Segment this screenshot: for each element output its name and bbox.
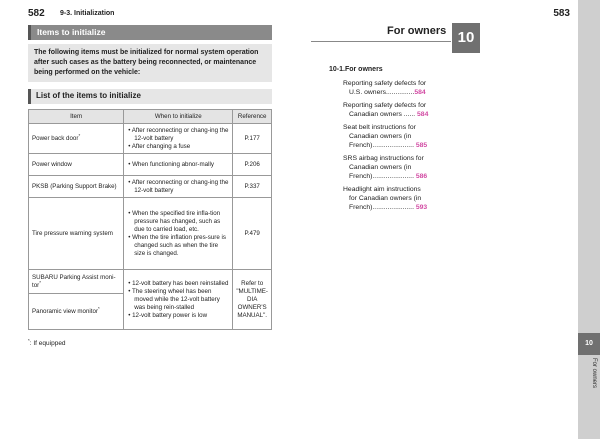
toc-page-link[interactable]: 586 xyxy=(415,173,428,180)
row-when: The steering wheel has been moved while the 12-volt battery was being rein-stalled xyxy=(131,287,220,311)
toc-entry[interactable] xyxy=(343,123,453,150)
toc-list xyxy=(343,79,453,216)
row-item: Power window xyxy=(29,154,124,176)
footnote-mark: * xyxy=(98,305,100,311)
footnote xyxy=(28,337,66,347)
right-page xyxy=(293,0,600,439)
toc-page-link[interactable]: 585 xyxy=(415,142,428,149)
toc-line: SRS airbag instructions for xyxy=(343,155,424,162)
row-when: After changing a fuse xyxy=(131,142,191,150)
row-when: When the specified tire infla-tion pressure has changed, such as due to carried load, etc. xyxy=(132,209,221,233)
toc-line: Reporting safety defects for xyxy=(343,102,427,109)
row-item: PKSB (Parking Support Brake) xyxy=(29,176,124,198)
header-item: Item xyxy=(29,110,124,124)
row-ref: P.337 xyxy=(233,176,272,198)
header-when: When to initialize xyxy=(124,110,233,124)
initialize-table xyxy=(28,109,272,330)
table-row: PKSB (Parking Support Brake) • After reconnecting or chang-ing the 12-volt battery P.337 xyxy=(29,176,272,198)
footnote-mark: * xyxy=(78,132,81,138)
table-row: Power window • When functioning abnor-mally P.206 xyxy=(29,154,272,176)
row-when: 12-volt battery has been reinstalled xyxy=(132,279,229,287)
left-page xyxy=(0,0,293,439)
toc-line: for Canadian owners (in xyxy=(349,195,422,202)
row-item: Panoramic view monitor xyxy=(32,307,99,315)
toc-line: Canadian owners ...... xyxy=(349,111,416,118)
row-when: When the tire inflation pres-sure is changed such as when the tire size is changed. xyxy=(132,233,226,257)
toc-line: French)...................... xyxy=(349,204,414,211)
toc-page-link[interactable]: 584 xyxy=(414,89,426,96)
row-item: Tire pressure warning system xyxy=(29,198,124,270)
row-when: 12-volt battery power is low xyxy=(132,311,208,319)
toc-line: French)...................... xyxy=(349,142,414,149)
intro-text: The following items must be initialized for normal system operation after such cases as the battery being reconnected, or maintenance being performed on the vehicle: xyxy=(28,44,272,82)
table-row: Power back door* • After reconnecting or chang-ing the 12-volt battery • After changing a fuse P.177 xyxy=(29,124,272,154)
toc-line: Seat belt instructions for xyxy=(343,124,416,131)
row-ref: Refer to "MULTIME-DIA OWNER'S MANUAL". xyxy=(233,270,272,330)
toc-line: Canadian owners (in xyxy=(349,133,412,140)
toc-line: U.S. owners............... xyxy=(349,89,415,96)
toc-line: Canadian owners (in xyxy=(349,164,412,171)
chapter-title: For owners xyxy=(387,25,447,37)
toc-entry[interactable] xyxy=(343,154,453,181)
items-to-initialize-title: Items to initialize xyxy=(28,25,272,40)
title-divider xyxy=(311,41,451,42)
toc-entry[interactable] xyxy=(343,101,453,119)
footnote-mark: * xyxy=(39,279,41,285)
table-header-row xyxy=(29,110,272,124)
page-number-right: 583 xyxy=(553,8,570,19)
row-item: SUBARU Parking Assist moni-tor xyxy=(32,273,116,289)
row-when: When functioning abnor-mally xyxy=(132,160,214,168)
toc-line: Headlight aim instructions xyxy=(343,186,421,193)
table-row: SUBARU Parking Assist moni-tor* • 12-volt battery has been reinstalled • The steering wheel has been moved while the 12-volt battery was being rein-stalled • 12-volt battery power is low Refer to "MULTIME-DIA OWNER'S MANUAL". xyxy=(29,270,272,294)
footnote-mark: * xyxy=(28,337,30,343)
toc-page-link[interactable]: 584 xyxy=(417,111,429,118)
toc-line: Reporting safety defects for xyxy=(343,80,427,87)
section-header: 9-3. Initialization xyxy=(60,10,115,17)
chapter-number-badge: 10 xyxy=(452,23,480,53)
toc-entry[interactable] xyxy=(343,185,453,212)
row-ref: P.479 xyxy=(233,198,272,270)
list-title: List of the items to initialize xyxy=(28,89,272,104)
toc-line: French)...................... xyxy=(349,173,414,180)
toc-page-link[interactable]: 593 xyxy=(415,204,428,211)
side-chapter-label: For owners xyxy=(591,358,597,389)
table-row: Tire pressure warning system • When the specified tire infla-tion pressure has changed, such as due to carried load, etc. • When the tire inflation pres-sure is changed such as when the tire size is changed. P.479 xyxy=(29,198,272,270)
toc-entry[interactable] xyxy=(343,79,453,97)
row-item: Power back door xyxy=(32,134,79,142)
row-when: After reconnecting or chang-ing the 12-volt battery xyxy=(131,178,229,194)
page-number-left: 582 xyxy=(28,8,45,19)
footnote-text: : If equipped xyxy=(29,340,66,347)
row-when: After reconnecting or chang-ing the 12-volt battery xyxy=(131,126,229,142)
row-ref: P.206 xyxy=(233,154,272,176)
toc-heading: 10-1.For owners xyxy=(329,66,383,73)
side-chapter-tab[interactable]: 10 xyxy=(578,333,600,355)
row-ref: P.177 xyxy=(233,124,272,154)
header-reference: Reference xyxy=(233,110,272,124)
